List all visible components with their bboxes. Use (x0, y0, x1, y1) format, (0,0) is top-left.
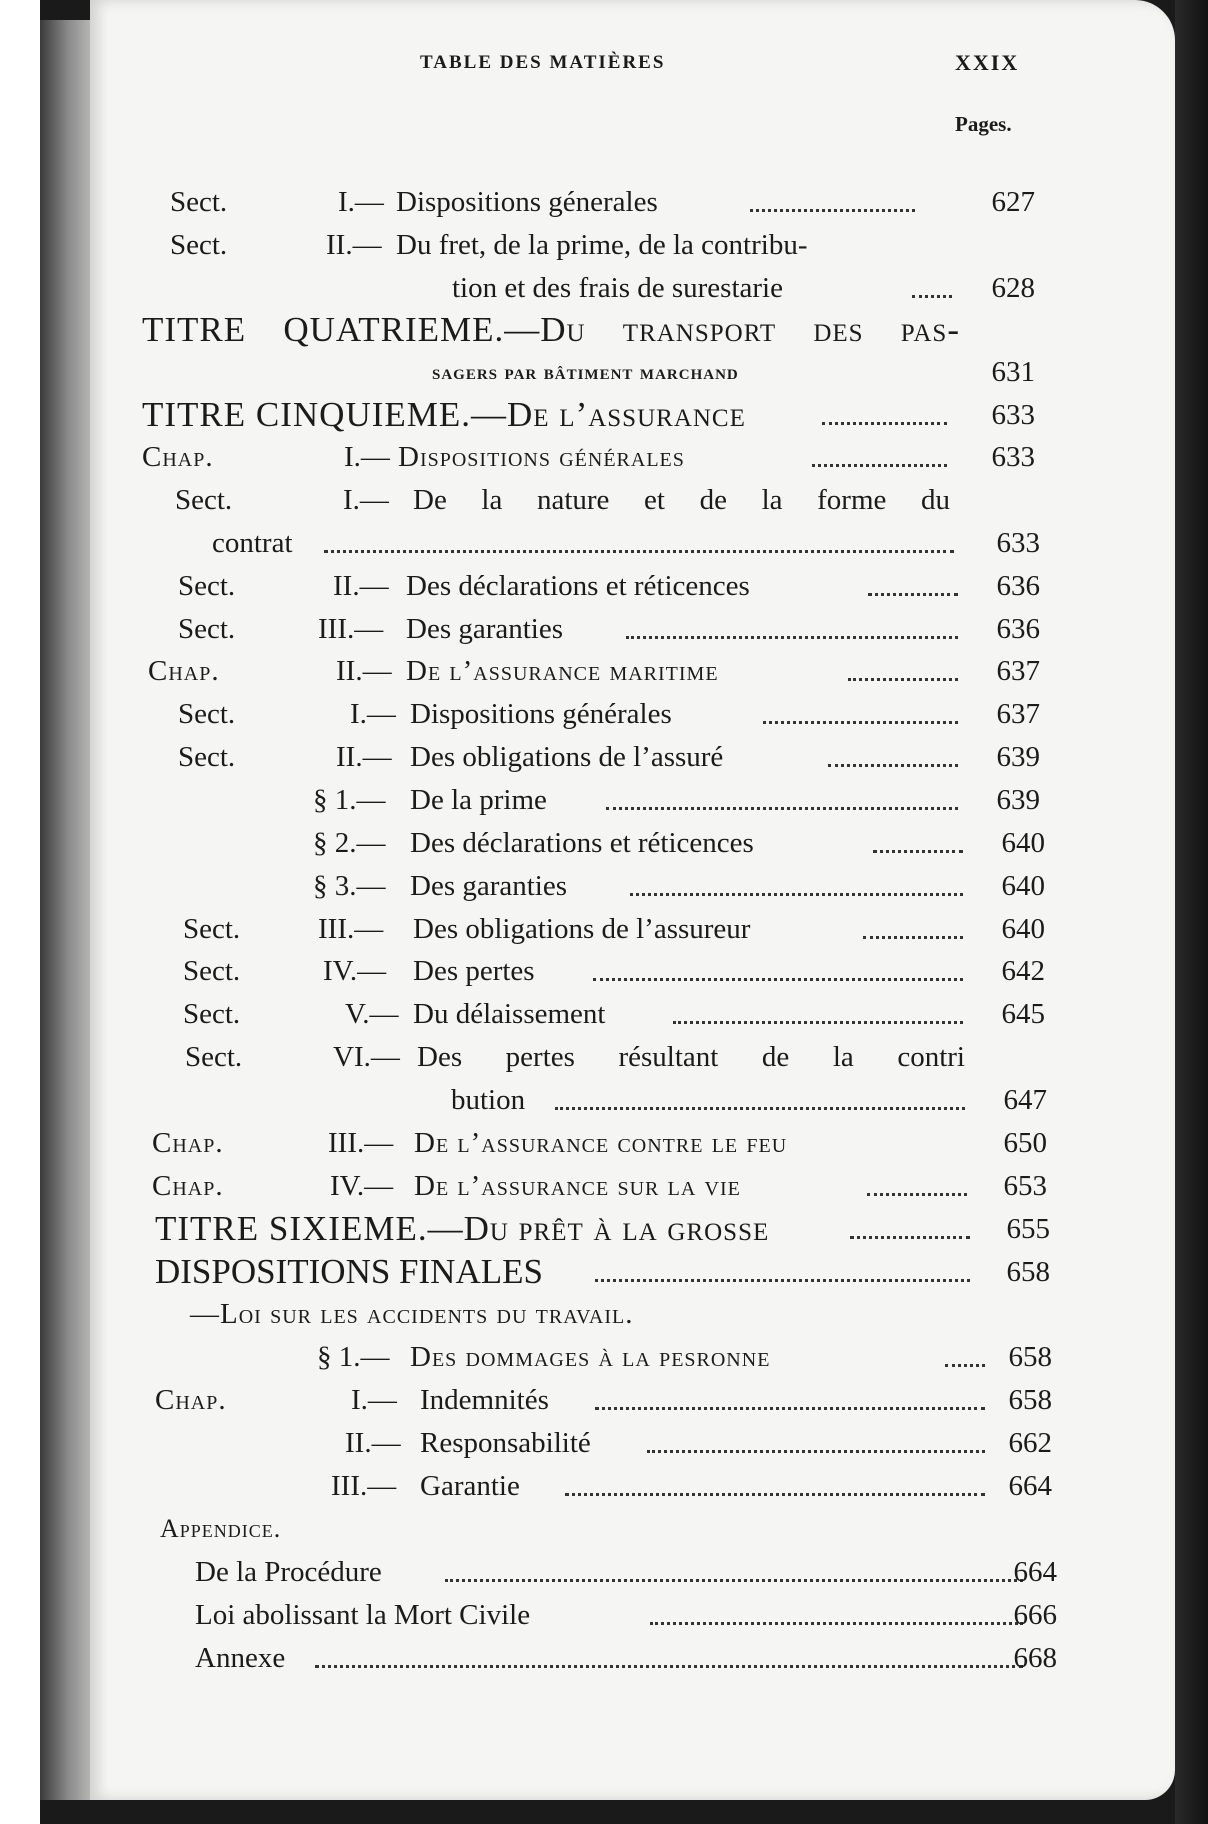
toc-entry (178, 566, 1040, 606)
entry-page: 658 (1008, 1341, 1052, 1373)
entry-level: Sect. (175, 484, 233, 516)
entry-level: Sect. (178, 698, 236, 730)
entry-level: Sect. (178, 613, 236, 645)
toc-entry (178, 609, 1040, 649)
entry-number: III.— (318, 613, 384, 645)
entry-title: Des pertes résultant de la contri (417, 1041, 965, 1073)
toc-entry (183, 994, 1045, 1034)
entry-number: III.— (318, 913, 384, 945)
dot-leader (673, 994, 963, 1024)
entry-page: 628 (991, 272, 1035, 304)
entry-title: Garantie (420, 1470, 520, 1502)
toc-entry (212, 523, 1040, 563)
entry-number: II.— (345, 1427, 401, 1459)
toc-entry (178, 694, 1040, 734)
page-folio: XXIX (955, 50, 1020, 75)
dot-leader (868, 566, 958, 596)
entry-level: Chap. (142, 441, 214, 473)
toc-entry (155, 1337, 1052, 1377)
dot-leader (593, 951, 963, 981)
entry-level: Sect. (170, 186, 228, 218)
dot-leader (822, 395, 947, 425)
toc-entry (142, 395, 1035, 435)
entry-number: III.— (328, 1127, 394, 1159)
toc-entry (142, 310, 960, 350)
page-edge (1175, 0, 1208, 1824)
entry-title: Des déclarations et réticences (410, 827, 754, 859)
entry-title: TITRE QUATRIEME.—Du transport des pas- (142, 310, 960, 349)
entry-page: 633 (996, 527, 1040, 559)
entry-title: Du délaissement (413, 998, 606, 1030)
toc-entry (152, 1123, 1047, 1163)
entry-number: III.— (331, 1470, 397, 1502)
entry-page: 645 (1001, 998, 1045, 1030)
entry-page: 636 (996, 570, 1040, 602)
entry-page: 664 (1013, 1556, 1057, 1588)
dot-leader (763, 694, 958, 724)
toc-entry (170, 225, 1035, 265)
toc-entry (160, 1509, 560, 1549)
entry-page: 658 (1008, 1384, 1052, 1416)
dot-leader (850, 1209, 970, 1239)
entry-title: Dispositions génerales (396, 186, 658, 218)
entry-level: Chap. (148, 655, 220, 687)
toc-entry (183, 951, 1045, 991)
toc-entry (155, 1209, 1050, 1249)
entry-level: Sect. (185, 1041, 243, 1073)
entry-page: 647 (1003, 1084, 1047, 1116)
entry-title: contrat (212, 527, 293, 559)
toc-entry (183, 909, 1045, 949)
entry-number: § 2.— (313, 827, 386, 859)
entry-page: 666 (1013, 1599, 1057, 1631)
dot-leader (565, 1466, 985, 1496)
entry-level: Sect. (183, 955, 241, 987)
dot-leader (555, 1080, 965, 1110)
page-margin-left (0, 0, 40, 1824)
toc-entry (148, 651, 1040, 691)
entry-title: De l’assurance contre le feu (414, 1127, 788, 1159)
dot-leader (606, 780, 958, 810)
dot-leader (848, 651, 958, 681)
entry-number: § 1.— (313, 784, 386, 816)
entry-number: § 3.— (313, 870, 386, 902)
entry-number: V.— (345, 998, 399, 1030)
dot-leader (595, 1380, 985, 1410)
entry-number: II.— (326, 229, 382, 261)
dot-leader (912, 268, 952, 298)
entry-page: 658 (1006, 1256, 1050, 1288)
toc-entry (170, 182, 1035, 222)
entry-number: VI.— (333, 1041, 400, 1073)
toc-entry (155, 1423, 1052, 1463)
dot-leader (863, 909, 963, 939)
pages-column-label: Pages. (955, 112, 1012, 136)
entry-number: I.— (351, 1384, 397, 1416)
entry-page: 636 (996, 613, 1040, 645)
entry-page: 639 (996, 784, 1040, 816)
toc-entry (170, 268, 1035, 308)
toc-entry (178, 780, 1040, 820)
toc-entry (185, 1037, 965, 1077)
toc-entry (195, 1638, 1057, 1678)
entry-number: II.— (336, 655, 392, 687)
entry-page: 655 (1006, 1213, 1050, 1245)
entry-number: IV.— (323, 955, 387, 987)
entry-title: Dispositions générales (398, 441, 685, 473)
entry-title: Indemnités (420, 1384, 549, 1416)
entry-level: Sect. (183, 913, 241, 945)
entry-page: 664 (1008, 1470, 1052, 1502)
entry-title: De la Procédure (195, 1556, 382, 1588)
toc-entry (195, 1552, 1057, 1592)
entry-level: Chap. (155, 1384, 227, 1416)
toc-entry (185, 1080, 1047, 1120)
dot-leader (873, 823, 963, 853)
entry-title: Des pertes (413, 955, 535, 987)
entry-number: II.— (336, 741, 392, 773)
entry-page: 637 (996, 655, 1040, 687)
entry-number: IV.— (330, 1170, 394, 1202)
dot-leader (867, 1166, 967, 1196)
entry-number: I.— (338, 186, 384, 218)
entry-title: De la nature et de la forme du (413, 484, 950, 516)
entry-level: Sect. (178, 570, 236, 602)
entry-page: 668 (1013, 1642, 1057, 1674)
dot-leader (315, 1638, 1023, 1668)
dot-leader (626, 609, 958, 639)
running-head: TABLE DES MATIÈRES (420, 52, 666, 73)
entry-title: tion et des frais de surestarie (452, 272, 783, 304)
dot-leader (828, 737, 958, 767)
entry-title: TITRE SIXIEME.—Du prêt à la grosse (155, 1209, 770, 1248)
entry-page: 631 (991, 356, 1035, 388)
entry-title: De l’assurance sur la vie (414, 1170, 741, 1202)
toc-entry (190, 1294, 890, 1334)
entry-number: § 1.— (317, 1341, 390, 1373)
toc-entry (152, 1166, 1047, 1206)
entry-page: 653 (1003, 1170, 1047, 1202)
entry-title: Des obligations de l’assureur (413, 913, 751, 945)
entry-title: Des garanties (406, 613, 564, 645)
entry-page: 640 (1001, 870, 1045, 902)
toc-entry (195, 1595, 1057, 1635)
entry-level: Chap. (152, 1127, 224, 1159)
entry-page: 640 (1001, 827, 1045, 859)
entry-number: II.— (333, 570, 389, 602)
entry-title: Des dommages à la pesronne (410, 1341, 771, 1373)
entry-number: I.— (343, 484, 389, 516)
dot-leader (595, 1252, 970, 1282)
entry-title: De la prime (410, 784, 547, 816)
entry-title: Des garanties (410, 870, 568, 902)
toc-entry (175, 480, 950, 520)
entry-level: Sect. (183, 998, 241, 1030)
entry-page: 627 (991, 186, 1035, 218)
entry-page: 637 (996, 698, 1040, 730)
entry-title: Loi abolissant la Mort Civile (195, 1599, 531, 1631)
toc-entry (155, 1252, 1050, 1292)
entry-page: 639 (996, 741, 1040, 773)
dot-leader (445, 1552, 1023, 1582)
entry-level: Sect. (178, 741, 236, 773)
entry-title: Appendice. (160, 1514, 282, 1543)
entry-title: —Loi sur les accidents du travail. (190, 1298, 634, 1330)
entry-title: Du fret, de la prime, de la contribu- (396, 229, 808, 261)
toc-entry (155, 1380, 1052, 1420)
entry-page: 650 (1003, 1127, 1047, 1159)
toc-entry (170, 352, 1035, 392)
entry-page: 633 (991, 441, 1035, 473)
toc-entry (178, 866, 1045, 906)
dot-leader (647, 1423, 985, 1453)
entry-title: DISPOSITIONS FINALES (155, 1252, 543, 1291)
entry-level: Sect. (170, 229, 228, 261)
toc-entry (178, 737, 1040, 777)
dot-leader (812, 437, 947, 467)
entry-title: bution (451, 1084, 526, 1116)
dot-leader (750, 182, 915, 212)
entry-number: I.— (350, 698, 396, 730)
entry-title: sagers par bâtiment marchand (432, 359, 739, 384)
entry-title: Responsabilité (420, 1427, 591, 1459)
toc-entry (155, 1466, 1052, 1506)
entry-title: Des obligations de l’assuré (410, 741, 724, 773)
entry-page: 640 (1001, 913, 1045, 945)
entry-title: Des déclarations et réticences (406, 570, 750, 602)
entry-number: I.— (344, 441, 390, 473)
entry-title: De l’assurance maritime (406, 655, 719, 687)
dot-leader (650, 1595, 1023, 1625)
entry-page: 662 (1008, 1427, 1052, 1459)
toc-entry (178, 823, 1045, 863)
entry-title: TITRE CINQUIEME.—De l’assurance (142, 395, 746, 434)
dot-leader (945, 1337, 985, 1367)
entry-title: Dispositions générales (410, 698, 672, 730)
entry-page: 642 (1001, 955, 1045, 987)
toc-entry (142, 437, 1035, 477)
dot-leader (630, 866, 963, 896)
dot-leader (324, 523, 954, 553)
entry-title: Annexe (195, 1642, 286, 1674)
entry-level: Chap. (152, 1170, 224, 1202)
entry-page: 633 (991, 399, 1035, 431)
